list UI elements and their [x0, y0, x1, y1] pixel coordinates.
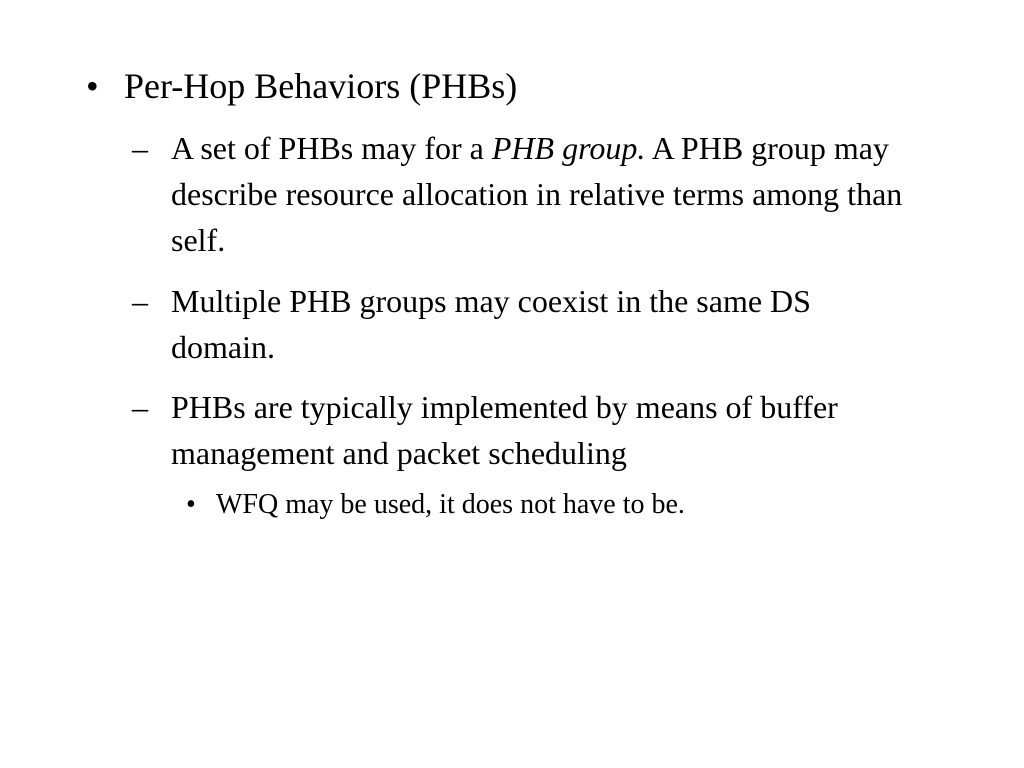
- sub-bullet-text: WFQ may be used, it does not have to be.: [216, 489, 685, 520]
- phb-group-term: PHB group.: [491, 130, 646, 166]
- dash-marker: –: [132, 130, 148, 166]
- dash-item-multiple-groups: [132, 278, 922, 370]
- dash-text: PHBs are typically implemented by means of buffer management and packet scheduling: [171, 389, 838, 471]
- bullet-text: Per-Hop Behaviors (PHBs): [124, 66, 518, 106]
- dash-marker: –: [132, 283, 148, 319]
- dash-text: [171, 125, 922, 263]
- dash-marker: –: [132, 389, 148, 425]
- bullet-item-per-hop-behaviors: [86, 62, 986, 110]
- sub-bullet-marker: •: [186, 489, 196, 520]
- dash-item-implementation: [132, 384, 922, 476]
- dash-text-suffix: A PHB group may describe resource allocation in relative terms among than self.: [171, 130, 903, 258]
- dash-item-phb-group: [132, 125, 922, 263]
- dash-text: Multiple PHB groups may coexist in the same DS domain.: [171, 283, 811, 365]
- bullet-marker: •: [86, 66, 99, 106]
- sub-bullet-item-wfq: [186, 486, 966, 524]
- dash-text-prefix: A set of PHBs may for a: [171, 130, 492, 166]
